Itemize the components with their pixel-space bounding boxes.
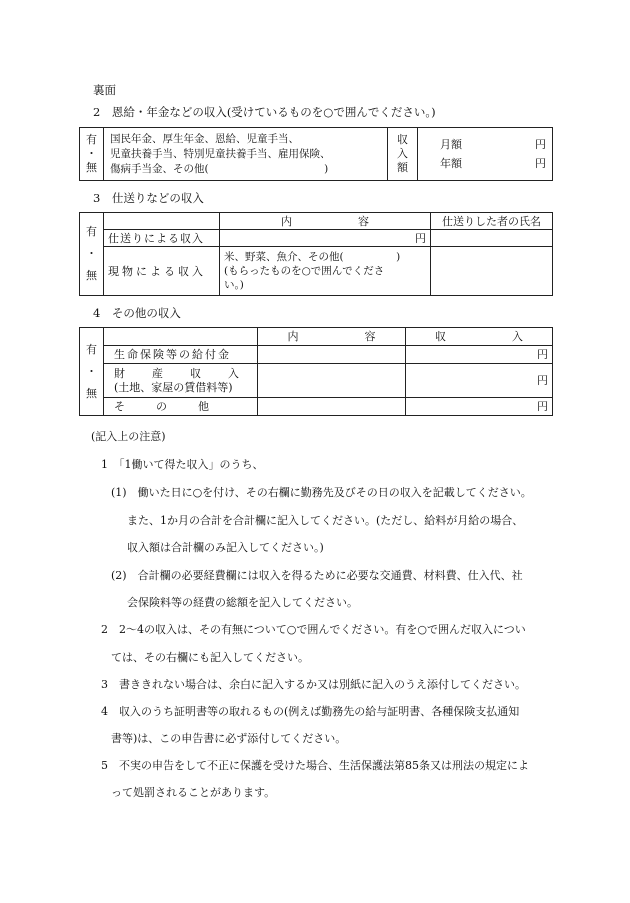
income-header: 収 入 [406,328,553,346]
pension-item: 児童扶養手当、特別児童扶養手当、雇用保険、 [110,147,331,160]
insurance-label: 生命保険等の給付金 [104,346,258,364]
remittance-sender [431,230,553,247]
section4-heading: 4 その他の収入 [93,306,181,320]
other-content [258,397,406,415]
in-kind-label: 現物による収入 [104,247,220,296]
note-line: また、1か月の合計を合計欄に記入してください。(ただし、給料が月給の場合、 [127,514,524,527]
income-amount-label [388,128,418,181]
in-kind-line: 米、野菜、魚介、その他( ) [224,251,401,264]
note-line: 4 収入のうち証明書等の取れるもの(例えば勤務先の給与証明書、各種保険支払通知 [101,705,520,718]
blank-header [104,328,258,346]
umu-yes: 有 [86,342,97,356]
pension-table [79,127,553,181]
note-line: 2 2～4の収入は、その有無について○で囲んでください。有を○で囲んだ収入につい [101,623,526,636]
note-line: 1 「1働いて得た収入」のうち、 [101,458,264,471]
note-line: (2) 合計欄の必要経費欄には収入を得るために必要な交通費、材料費、仕入代、社 [111,569,523,582]
in-kind-content [220,247,431,296]
umu-no: 無 [86,386,97,400]
yearly-label: 年額 [440,157,462,170]
note-line: 5 不実の申告をして不正に保護を受けた場合、生活保護法第85条又は刑法の規定によ [101,759,529,772]
in-kind-sender [431,247,553,296]
section3-heading: 3 仕送りなどの収入 [93,191,204,205]
note-line: 3 書ききれない場合は、余白に記入するか又は別紙に記入のうえ添付してください。 [101,678,526,691]
property-content [258,364,406,397]
remittance-label: 仕送りによる収入 [104,230,220,247]
remittance-yen: 円 [220,230,431,247]
property-income-sub: (土地、家屋の賃借料等) [114,380,233,394]
yearly-yen: 円 [535,157,546,170]
property-income-cell [104,364,258,397]
umu-yes: 有 [86,133,97,146]
monthly-label: 月額 [440,138,462,151]
content-header: 内 容 [220,213,431,230]
in-kind-line: (もらったものを○で囲んでくださ [224,265,385,278]
income-label-char: 入 [397,147,408,160]
note-line: (1) 働いた日に○を付け、その右欄に勤務先及びその日の収入を記載してください。 [111,486,532,499]
sender-header: 仕送りした者の氏名 [431,213,553,230]
umu-no: 無 [86,161,97,174]
note-line: って処罰されることがあります。 [111,786,276,799]
property-yen: 円 [406,364,553,397]
note-line: 収入額は合計欄のみ記入してください。) [127,541,324,554]
note-line: 書等)は、この申告書に必ず添付してください。 [111,732,347,745]
umu-cell [80,128,104,181]
umu-dot: ・ [86,147,97,160]
income-label-char: 額 [397,161,408,174]
pension-item: 傷病手当金、その他( ) [110,162,329,175]
umu-dot: ・ [86,364,97,378]
other-yen: 円 [406,397,553,415]
property-income-label: 財 産 収 入 [114,366,247,380]
insurance-content [258,346,406,364]
notes-heading: (記入上の注意) [91,430,166,443]
monthly-yen: 円 [535,138,546,151]
in-kind-line: い。) [224,279,244,292]
note-line: ては、その右欄にも記入してください。 [111,651,309,664]
other-label: そ の 他 [104,397,258,415]
note-line: 会保険料等の経費の総額を記入してください。 [127,596,358,609]
umu-cell [80,328,104,416]
umu-dot: ・ [86,247,97,260]
income-amount-cell [418,128,553,181]
allowance-table [79,212,553,296]
umu-cell [80,213,104,296]
income-label-char: 収 [397,133,408,146]
content-header: 内 容 [258,328,406,346]
pension-item: 国民年金、厚生年金、恩給、児童手当、 [110,132,299,145]
section2-heading: 2 恩給・年金などの収入(受けているものを○で囲んでください。) [93,105,436,119]
umu-no: 無 [86,269,97,282]
pension-items-cell [104,128,388,181]
other-income-table [79,327,553,416]
umu-yes: 有 [86,225,97,238]
insurance-yen: 円 [406,346,553,364]
page-label: 裏面 [93,83,116,97]
blank-header [104,213,220,230]
